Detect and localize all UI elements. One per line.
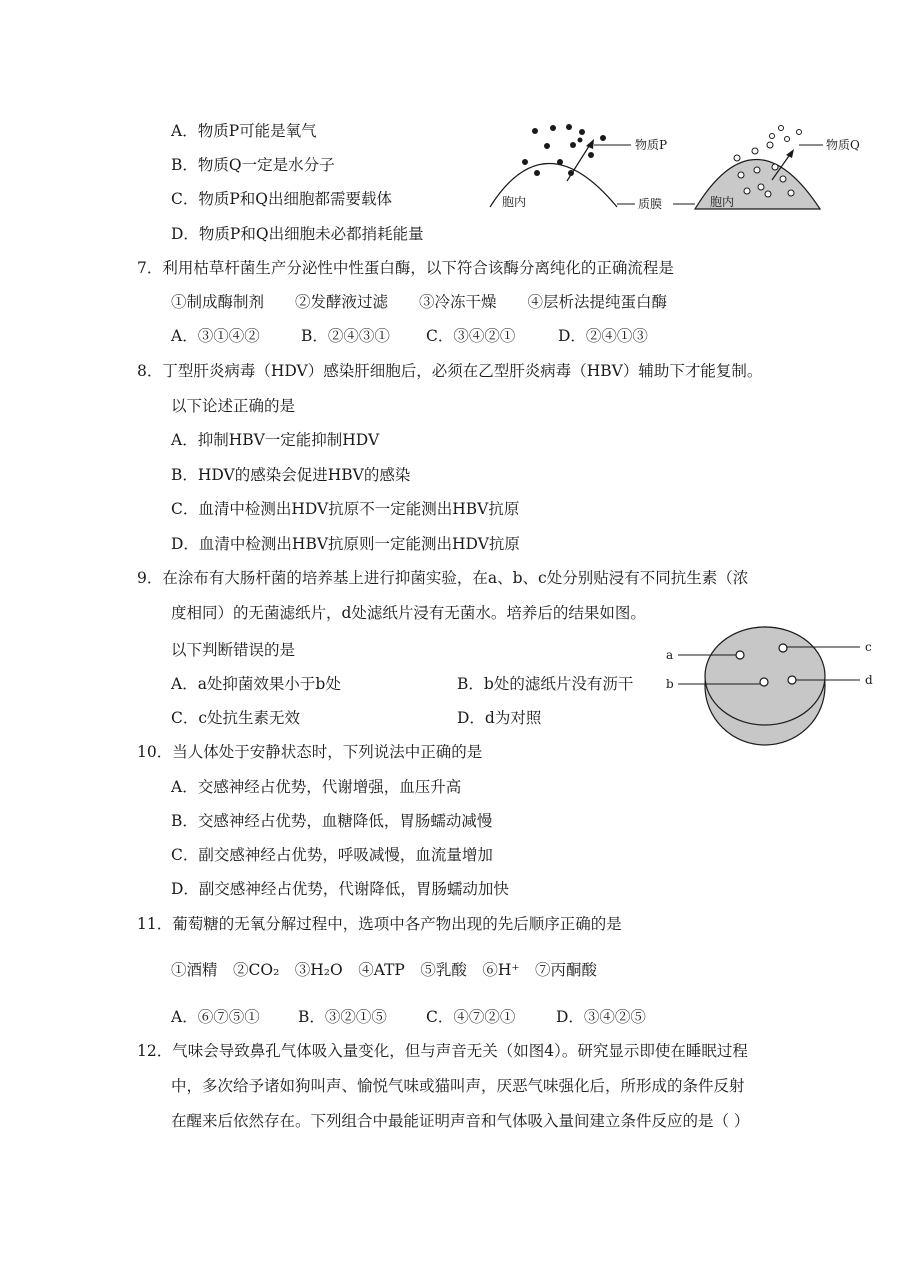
q7-option-c: C．③④②① — [426, 327, 516, 345]
q10-option-b: B．交感神经占优势，血糖降低，胃肠蠕动减慢 — [171, 812, 493, 830]
q11-option-d: D．③④②⑤ — [556, 1008, 646, 1026]
dish-label-c: c — [865, 640, 872, 654]
q9-option-c: C．c处抗生素无效 — [171, 709, 301, 727]
q7-stem: 7．利用枯草杆菌生产分泌性中性蛋白酶，以下符合该酶分离纯化的正确流程是 — [137, 259, 674, 277]
label-q: 物质Q — [826, 138, 860, 152]
label-p: 物质P — [635, 138, 668, 152]
q9-stem: 9．在涂布有大肠杆菌的培养基上进行抑菌实验，在a、b、c处分别贴浸有不同抗生素（浓 — [137, 569, 749, 587]
q8-option-b: B．HDV的感染会促进HBV的感染 — [171, 466, 411, 484]
q10-stem: 10．当人体处于安静状态时，下列说法中正确的是 — [137, 743, 483, 761]
q8-option-a: A．抑制HBV一定能抑制HDV — [171, 431, 380, 449]
q10-option-d: D．副交感神经占优势，代谢降低，胃肠蠕动加快 — [171, 880, 509, 898]
q11-stem: 11．葡萄糖的无氧分解过程中，选项中各产物出现的先后顺序正确的是 — [137, 915, 622, 933]
q8-option-c: C．血清中检测出HDV抗原不一定能测出HBV抗原 — [171, 500, 520, 518]
q11-option-a: A．⑥⑦⑤① — [171, 1008, 260, 1026]
q9-option-d: D．d为对照 — [457, 709, 542, 727]
q6-option-c: C．物质P和Q出细胞都需要载体 — [171, 190, 392, 208]
q8-stem2: 以下论述正确的是 — [171, 397, 296, 415]
dish-label-b: b — [666, 677, 674, 691]
q10-option-c: C．副交感神经占优势，呼吸减慢，血流量增加 — [171, 846, 493, 864]
dish-label-d: d — [865, 673, 873, 687]
substance-p-dots — [522, 124, 606, 176]
q9-petri-dish-figure — [660, 614, 885, 749]
q6-option-d: D．物质P和Q出细胞未必都捎耗能量 — [171, 225, 424, 243]
q12-line1: 12．气味会导致鼻孔气体吸入量变化，但与声音无关（如图4）。研究显示即使在睡眠过程 — [137, 1042, 748, 1060]
q9-option-a: A．a处抑菌效果小于b处 — [171, 675, 341, 693]
dish-rim — [705, 627, 825, 725]
label-inside-right: 胞内 — [710, 195, 735, 209]
q7-option-d: D．②④①③ — [558, 327, 648, 345]
q6-option-a: A．物质P可能是氧气 — [171, 122, 317, 140]
q8-stem: 8．丁型肝炎病毒（HDV）感染肝细胞后，必须在乙型肝炎病毒（HBV）辅助下才能复制。 — [137, 362, 763, 380]
dish-label-a: a — [666, 648, 674, 662]
q12-line3: 在醒来后依然存在。下列组合中最能证明声音和气体吸入量间建立条件反应的是（ ） — [171, 1112, 750, 1130]
q7-steps: ①制成酶制剂 ②发酵液过滤 ③冷冻干燥 ④层析法提纯蛋白酶 — [171, 293, 668, 311]
q6-option-b: B．物质Q一定是水分子 — [171, 156, 335, 174]
q11-option-c: C．④⑦②① — [426, 1008, 516, 1026]
q7-option-a: A．③①④② — [171, 327, 260, 345]
q8-option-d: D．血清中检测出HBV抗原则一定能测出HDV抗原 — [171, 535, 520, 553]
q10-option-a: A．交感神经占优势，代谢增强，血压升高 — [171, 778, 462, 796]
q9-option-b: B．b处的滤纸片没有沥干 — [457, 675, 634, 693]
q11-items: ①酒精 ②CO₂ ③H₂O ④ATP ⑤乳酸 ⑥H⁺ ⑦丙酮酸 — [171, 961, 598, 979]
q9-stem2: 度相同）的无菌滤纸片，d处滤纸片浸有无菌水。培养后的结果如图。 — [171, 604, 646, 622]
q12-line2: 中，多次给予诸如狗叫声、愉悦气味或猫叫声，厌恶气味强化后，所形成的条件反射 — [171, 1077, 745, 1095]
label-membrane: 质膜 — [638, 197, 663, 211]
q11-option-b: B．③②①⑤ — [298, 1008, 387, 1026]
q7-option-b: B．②④③① — [301, 327, 390, 345]
label-inside-left: 胞内 — [502, 195, 527, 209]
q9-stem3: 以下判断错误的是 — [171, 641, 296, 659]
q6-membrane-figure — [485, 115, 890, 215]
